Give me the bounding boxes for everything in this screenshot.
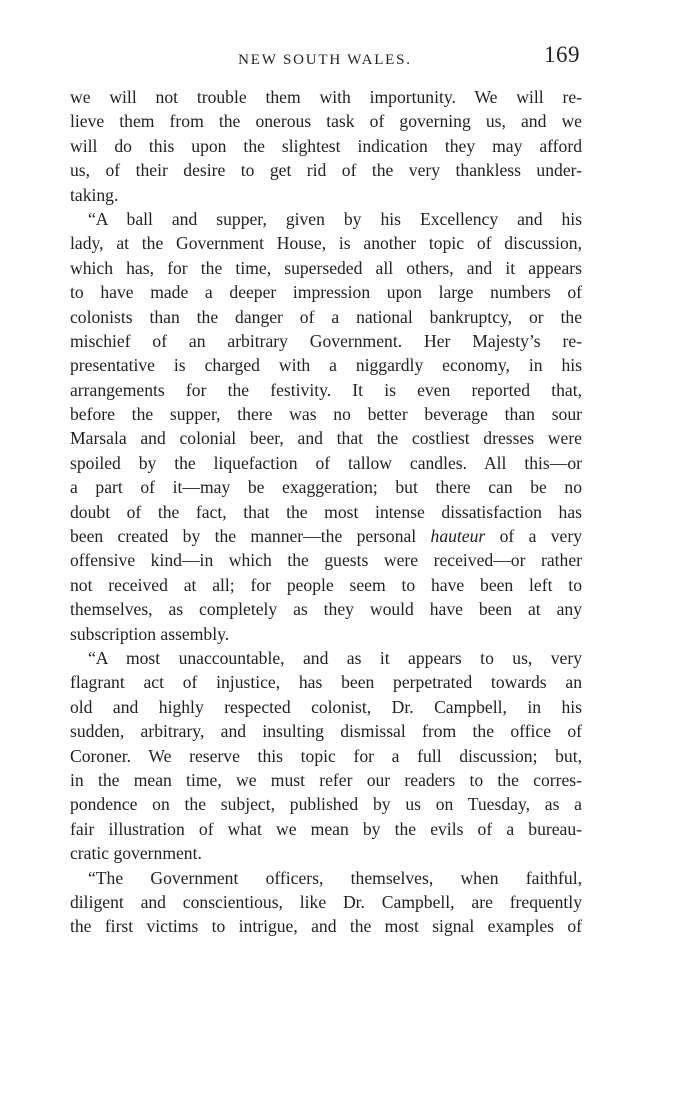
text-line: which has, for the time, superseded all others, and it appears bbox=[70, 257, 582, 278]
text-line: “The Government officers, themselves, when faithful, bbox=[88, 867, 582, 888]
running-title: NEW SOUTH WALES. bbox=[238, 52, 412, 68]
text-line: colonists than the danger of a national bankruptcy, or the bbox=[70, 306, 582, 327]
text-line: offensive kind—in which the guests were received—or rather bbox=[70, 550, 582, 571]
text-line: spoiled by the liquefaction of tallow candles. All this—or bbox=[70, 452, 582, 473]
text-line: not received at all; for people seem to have been left to bbox=[70, 574, 582, 595]
text-line: arrangements for the festivity. It is even reported that, bbox=[70, 379, 582, 400]
text-line: will do this upon the slightest indication they may afford bbox=[70, 135, 582, 156]
italic-word: hauteur bbox=[430, 526, 486, 547]
text-line: lieve them from the onerous task of governing us, and we bbox=[70, 111, 582, 132]
body-text bbox=[70, 85, 582, 939]
text-line: “A ball and supper, given by his Excellency and his bbox=[88, 208, 582, 229]
text-line: taking. bbox=[70, 184, 119, 205]
text-line: Marsala and colonial beer, and that the costliest dresses were bbox=[70, 428, 582, 449]
text-line: mischief of an arbitrary Government. Her Majesty’s re- bbox=[70, 330, 582, 351]
text-line: we will not trouble them with importunity. We will re- bbox=[70, 87, 582, 107]
text-line: a part of it—may be exaggeration; but there can be no bbox=[70, 477, 582, 498]
text-line: doubt of the fact, that the most intense dissatisfaction has bbox=[70, 501, 582, 522]
text-line: in the mean time, we must refer our readers to the corres- bbox=[70, 769, 582, 790]
text-line: pondence on the subject, published by us on Tuesday, as a bbox=[70, 794, 582, 815]
text-fragment: been created by the manner—the personal bbox=[70, 526, 431, 547]
text-line: lady, at the Government House, is another topic of discussion, bbox=[70, 233, 582, 254]
text-line: before the supper, there was no better beverage than sour bbox=[70, 404, 582, 425]
text-line: to have made a deeper impression upon large numbers of bbox=[70, 282, 582, 303]
text-line: fair illustration of what we mean by the evils of a bureau- bbox=[70, 818, 582, 839]
text-line: subscription assembly. bbox=[70, 623, 230, 644]
text-line: Coroner. We reserve this topic for a full discussion; but, bbox=[70, 745, 582, 766]
page-number: 169 bbox=[544, 42, 580, 67]
text-line: flagrant act of injustice, has been perpetrated towards an bbox=[70, 672, 582, 693]
text-line: “A most unaccountable, and as it appears to us, very bbox=[88, 647, 582, 668]
text-line: us, of their desire to get rid of the very thankless under- bbox=[70, 160, 582, 181]
text-line: the first victims to intrigue, and the most signal examples of bbox=[70, 916, 582, 937]
text-line: cratic government. bbox=[70, 843, 202, 864]
running-head bbox=[70, 42, 580, 78]
text-line bbox=[70, 524, 582, 548]
text-line: presentative is charged with a niggardly economy, in his bbox=[70, 355, 582, 376]
text-line: themselves, as completely as they would have been at any bbox=[70, 599, 582, 620]
text-fragment: of a very bbox=[485, 526, 582, 547]
text-line: sudden, arbitrary, and insulting dismissal from the office of bbox=[70, 721, 582, 742]
text-line: diligent and conscientious, like Dr. Campbell, are frequently bbox=[70, 891, 582, 912]
text-line: old and highly respected colonist, Dr. Campbell, in his bbox=[70, 696, 582, 717]
